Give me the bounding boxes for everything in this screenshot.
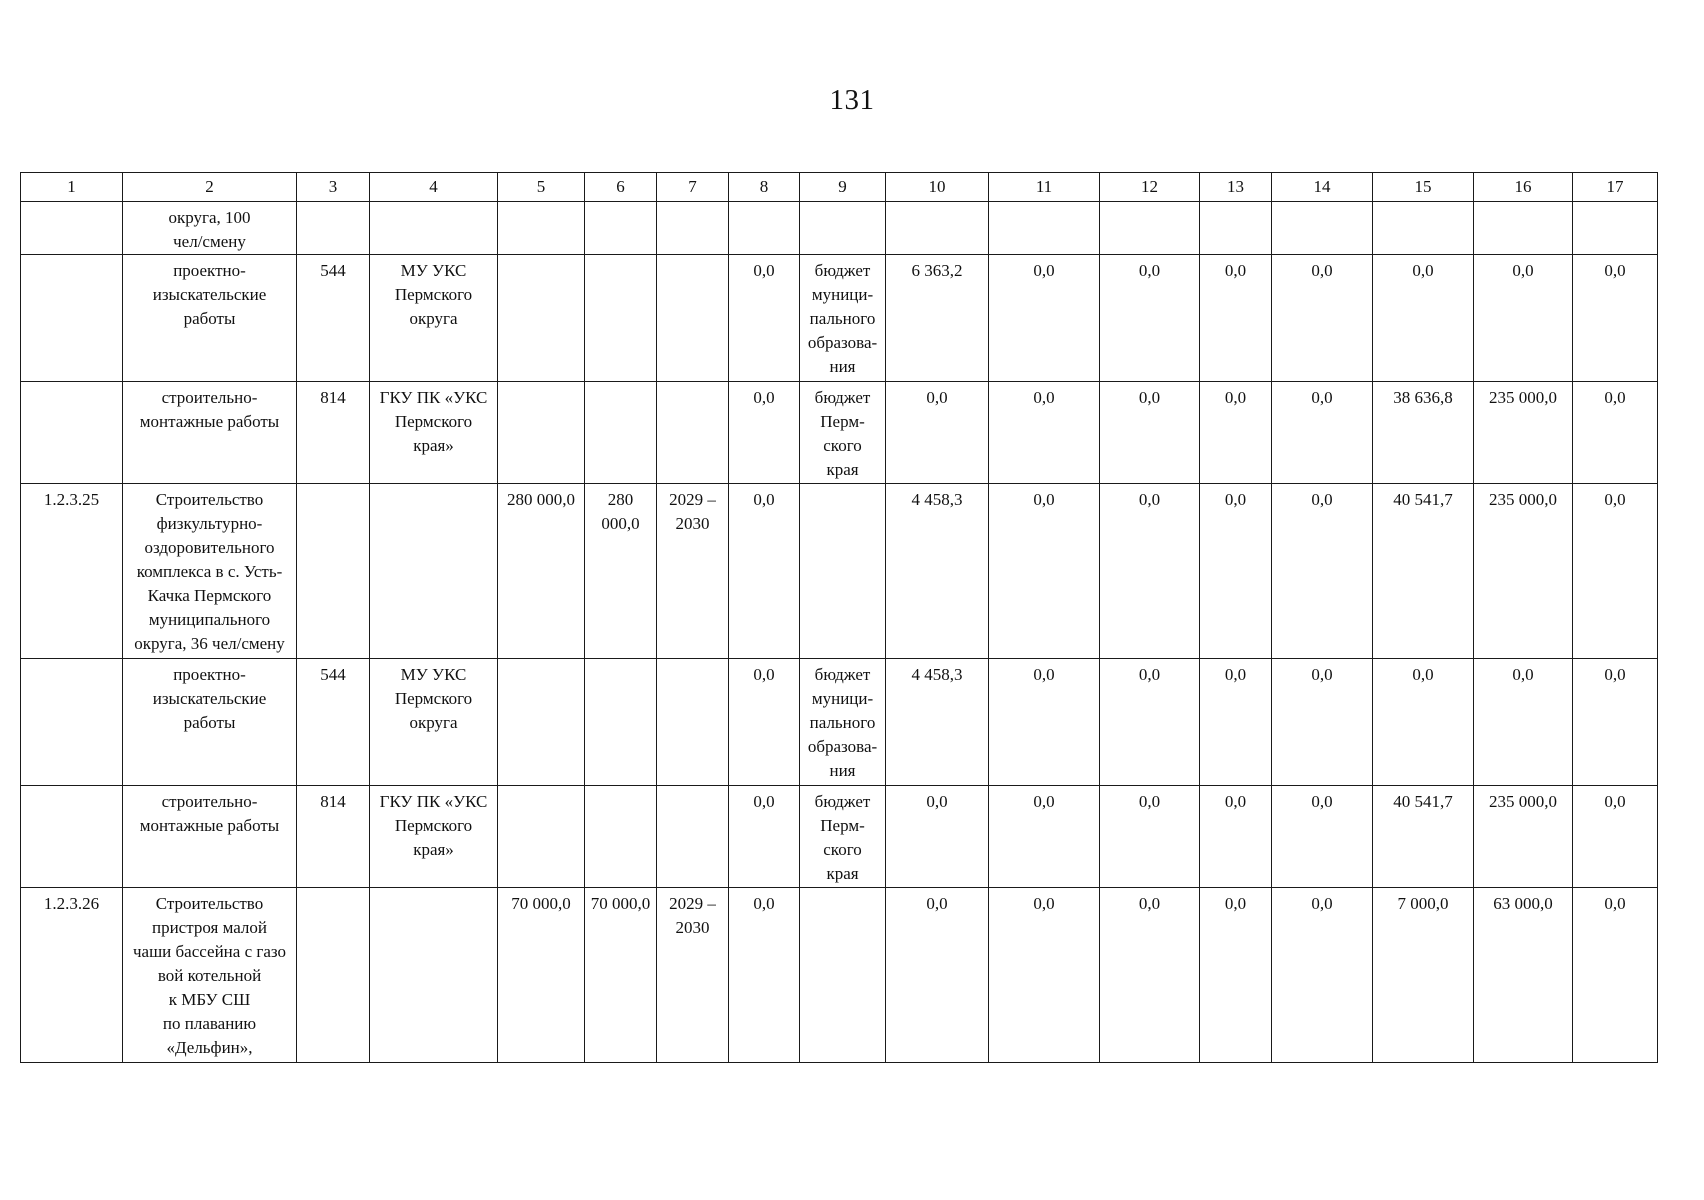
table-cell: 0,0 bbox=[1272, 484, 1373, 659]
table-cell: 0,0 bbox=[989, 255, 1100, 382]
table-cell: бюджет муници- пального образова- ния bbox=[800, 255, 886, 382]
table-cell bbox=[1573, 202, 1658, 255]
table-cell bbox=[585, 202, 657, 255]
table-cell bbox=[21, 786, 123, 888]
table-cell bbox=[585, 786, 657, 888]
table-cell: Строительство пристроя малой чаши бассейна с газо вой котельной к МБУ СШ по плаванию «Дельфин», bbox=[123, 888, 297, 1063]
table-cell: 63 000,0 bbox=[1474, 888, 1573, 1063]
table-cell bbox=[657, 382, 729, 484]
table-cell: 0,0 bbox=[989, 484, 1100, 659]
table-cell: 280 000,0 bbox=[585, 484, 657, 659]
table-cell bbox=[800, 484, 886, 659]
table-cell: 0,0 bbox=[1373, 255, 1474, 382]
table-row bbox=[21, 202, 1658, 255]
table-cell bbox=[800, 888, 886, 1063]
table-cell: строительно- монтажные работы bbox=[123, 382, 297, 484]
table-cell: 0,0 bbox=[989, 888, 1100, 1063]
column-header: 6 bbox=[585, 173, 657, 202]
table-cell bbox=[657, 659, 729, 786]
table-cell: 0,0 bbox=[1200, 255, 1272, 382]
column-header: 4 bbox=[370, 173, 498, 202]
table-row bbox=[21, 255, 1658, 382]
table-cell bbox=[21, 255, 123, 382]
table-cell bbox=[1200, 202, 1272, 255]
table-cell bbox=[498, 382, 585, 484]
table-cell: 0,0 bbox=[1100, 382, 1200, 484]
column-header: 12 bbox=[1100, 173, 1200, 202]
table-cell: 0,0 bbox=[729, 888, 800, 1063]
table-cell bbox=[800, 202, 886, 255]
table-cell bbox=[657, 786, 729, 888]
table-cell bbox=[989, 202, 1100, 255]
column-header: 1 bbox=[21, 173, 123, 202]
table-cell: 235 000,0 bbox=[1474, 382, 1573, 484]
table-cell: 38 636,8 bbox=[1373, 382, 1474, 484]
table-cell bbox=[498, 255, 585, 382]
table-cell bbox=[585, 382, 657, 484]
budget-table bbox=[20, 172, 1658, 1063]
table-cell: 6 363,2 bbox=[886, 255, 989, 382]
table-cell: 0,0 bbox=[1100, 786, 1200, 888]
table-row bbox=[21, 484, 1658, 659]
column-header: 14 bbox=[1272, 173, 1373, 202]
column-header: 7 bbox=[657, 173, 729, 202]
table-cell: 70 000,0 bbox=[585, 888, 657, 1063]
table-cell bbox=[1474, 202, 1573, 255]
table-cell: 280 000,0 bbox=[498, 484, 585, 659]
table-cell bbox=[498, 659, 585, 786]
table-cell: 0,0 bbox=[1474, 659, 1573, 786]
table-cell: проектно- изыскательские работы bbox=[123, 255, 297, 382]
table-row bbox=[21, 888, 1658, 1063]
table-cell bbox=[297, 202, 370, 255]
column-header: 3 bbox=[297, 173, 370, 202]
table-cell: 0,0 bbox=[886, 382, 989, 484]
table-cell: МУ УКС Пермского округа bbox=[370, 255, 498, 382]
column-header: 16 bbox=[1474, 173, 1573, 202]
table-cell bbox=[657, 202, 729, 255]
column-header: 8 bbox=[729, 173, 800, 202]
page-number: 131 bbox=[829, 84, 875, 116]
table-cell bbox=[657, 255, 729, 382]
table-cell: 814 bbox=[297, 786, 370, 888]
table-cell bbox=[1373, 202, 1474, 255]
table-cell bbox=[585, 659, 657, 786]
column-header: 11 bbox=[989, 173, 1100, 202]
table-cell: бюджет муници- пального образова- ния bbox=[800, 659, 886, 786]
table-cell: 0,0 bbox=[1200, 659, 1272, 786]
table-cell bbox=[1100, 202, 1200, 255]
table-cell: 235 000,0 bbox=[1474, 484, 1573, 659]
column-header: 15 bbox=[1373, 173, 1474, 202]
table-cell: 0,0 bbox=[1573, 255, 1658, 382]
table-cell: 0,0 bbox=[1373, 659, 1474, 786]
table-cell: 40 541,7 bbox=[1373, 484, 1474, 659]
table-cell: ГКУ ПК «УКС Пермского края» bbox=[370, 382, 498, 484]
table-cell bbox=[498, 202, 585, 255]
table-cell bbox=[21, 382, 123, 484]
table-cell: ГКУ ПК «УКС Пермского края» bbox=[370, 786, 498, 888]
table-cell bbox=[370, 484, 498, 659]
table-cell: 235 000,0 bbox=[1474, 786, 1573, 888]
table-cell: МУ УКС Пермского округа bbox=[370, 659, 498, 786]
table-cell: 0,0 bbox=[1200, 382, 1272, 484]
table-header-row bbox=[21, 173, 1658, 202]
table-cell: 0,0 bbox=[989, 382, 1100, 484]
table-cell: 0,0 bbox=[886, 786, 989, 888]
table-cell: 4 458,3 bbox=[886, 659, 989, 786]
table-cell: 70 000,0 bbox=[498, 888, 585, 1063]
table-cell: 7 000,0 bbox=[1373, 888, 1474, 1063]
table-cell: 1.2.3.26 bbox=[21, 888, 123, 1063]
table-cell bbox=[729, 202, 800, 255]
table-cell: 0,0 bbox=[1200, 888, 1272, 1063]
table-cell bbox=[886, 202, 989, 255]
table-cell: бюджет Перм- ского края bbox=[800, 382, 886, 484]
table-cell: 0,0 bbox=[1573, 382, 1658, 484]
table-row bbox=[21, 382, 1658, 484]
table-cell: 0,0 bbox=[729, 659, 800, 786]
column-header: 17 bbox=[1573, 173, 1658, 202]
column-header: 10 bbox=[886, 173, 989, 202]
table-cell: 0,0 bbox=[989, 786, 1100, 888]
table-cell: 0,0 bbox=[1573, 659, 1658, 786]
table-cell bbox=[297, 888, 370, 1063]
column-header: 2 bbox=[123, 173, 297, 202]
table-cell: 0,0 bbox=[729, 255, 800, 382]
table-body bbox=[21, 173, 1658, 1063]
table-row bbox=[21, 659, 1658, 786]
table-cell: 0,0 bbox=[1474, 255, 1573, 382]
table-cell: 0,0 bbox=[1200, 484, 1272, 659]
table-cell: 0,0 bbox=[1200, 786, 1272, 888]
table-cell: 0,0 bbox=[1100, 484, 1200, 659]
column-header: 13 bbox=[1200, 173, 1272, 202]
table-row bbox=[21, 786, 1658, 888]
table-cell: 0,0 bbox=[1272, 786, 1373, 888]
table-cell: 814 bbox=[297, 382, 370, 484]
table-cell bbox=[370, 202, 498, 255]
table-cell: 0,0 bbox=[1573, 786, 1658, 888]
column-header: 5 bbox=[498, 173, 585, 202]
table-cell: 4 458,3 bbox=[886, 484, 989, 659]
table-cell: 40 541,7 bbox=[1373, 786, 1474, 888]
table-cell: 0,0 bbox=[989, 659, 1100, 786]
table-cell: 0,0 bbox=[1272, 382, 1373, 484]
table-cell: 0,0 bbox=[1272, 255, 1373, 382]
table-cell bbox=[1272, 202, 1373, 255]
table-cell: 2029 – 2030 bbox=[657, 484, 729, 659]
table-cell: бюджет Перм- ского края bbox=[800, 786, 886, 888]
table-cell: 544 bbox=[297, 255, 370, 382]
table-cell: 0,0 bbox=[1573, 484, 1658, 659]
table-cell bbox=[21, 202, 123, 255]
table-cell: 0,0 bbox=[1272, 888, 1373, 1063]
table-cell bbox=[585, 255, 657, 382]
table-cell: 0,0 bbox=[1100, 659, 1200, 786]
table-cell: 544 bbox=[297, 659, 370, 786]
table-cell: 0,0 bbox=[1100, 255, 1200, 382]
table-cell: 0,0 bbox=[1100, 888, 1200, 1063]
table-cell: строительно- монтажные работы bbox=[123, 786, 297, 888]
table-cell: 0,0 bbox=[1272, 659, 1373, 786]
table-cell bbox=[21, 659, 123, 786]
table-cell: 0,0 bbox=[1573, 888, 1658, 1063]
table-cell bbox=[370, 888, 498, 1063]
table-cell: 0,0 bbox=[729, 786, 800, 888]
column-header: 9 bbox=[800, 173, 886, 202]
table-cell: проектно- изыскательские работы bbox=[123, 659, 297, 786]
table-cell: округа, 100 чел/смену bbox=[123, 202, 297, 255]
table-cell bbox=[498, 786, 585, 888]
table-cell: 0,0 bbox=[729, 484, 800, 659]
table-cell: 0,0 bbox=[886, 888, 989, 1063]
table-cell bbox=[297, 484, 370, 659]
table-cell: Строительство физкультурно- оздоровительного комплекса в с. Усть- Качка Пермского муниципального округа, 36 чел/смену bbox=[123, 484, 297, 659]
table-cell: 0,0 bbox=[729, 382, 800, 484]
table-cell: 2029 – 2030 bbox=[657, 888, 729, 1063]
table-cell: 1.2.3.25 bbox=[21, 484, 123, 659]
